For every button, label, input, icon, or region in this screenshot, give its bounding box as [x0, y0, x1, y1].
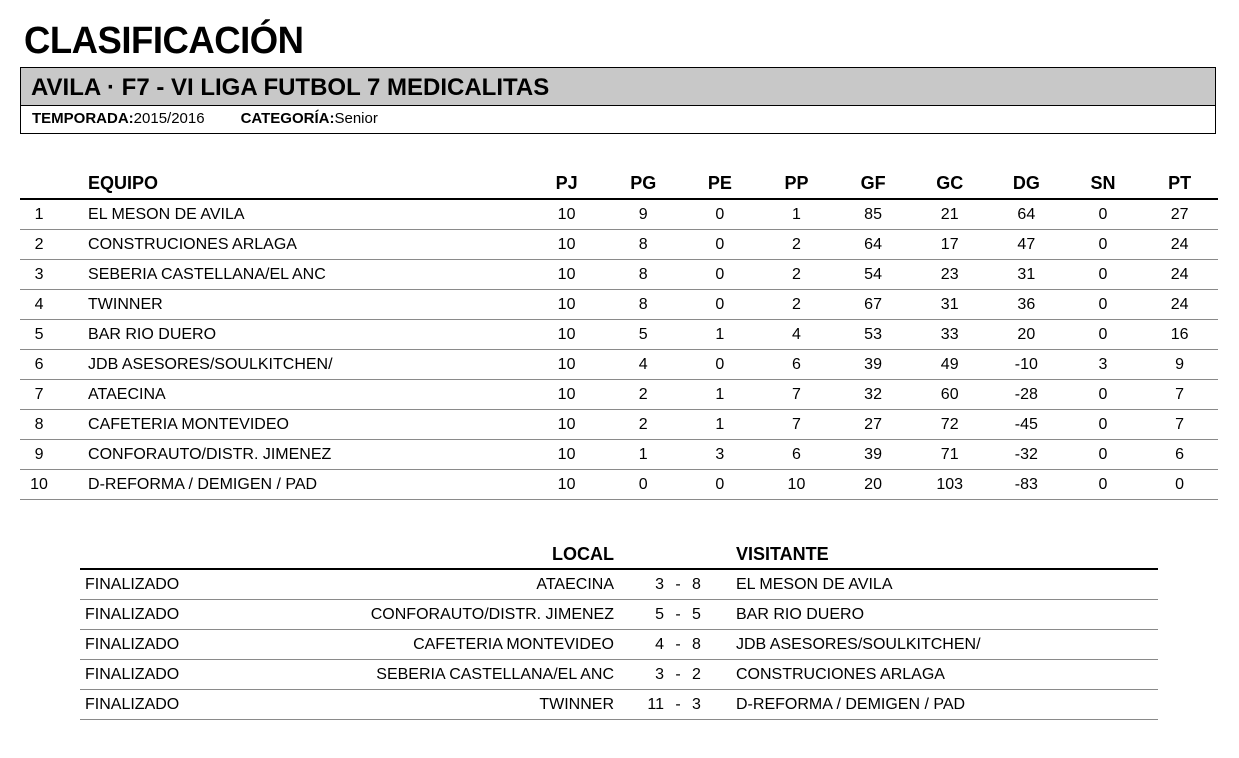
category-value: Senior — [334, 110, 378, 127]
category-label: CATEGORÍA: — [240, 110, 335, 127]
league-name: AVILA · F7 - VI LIGA FUTBOL 7 MEDICALITAS — [21, 68, 1215, 106]
stat-pt: 27 — [1141, 199, 1218, 230]
visitor-team: JDB ASESORES/SOULKITCHEN/ — [722, 630, 1158, 660]
stat-sn: 3 — [1065, 350, 1142, 380]
stat-pt: 0 — [1141, 470, 1218, 500]
stat-pe: 1 — [682, 410, 759, 440]
stat-pp: 2 — [758, 290, 835, 320]
table-row — [20, 410, 1218, 440]
stat-sn: 0 — [1065, 380, 1142, 410]
table-row — [20, 440, 1218, 470]
stat-gc: 21 — [911, 199, 988, 230]
match-row — [80, 630, 1158, 660]
table-row — [20, 350, 1218, 380]
stat-sn: 0 — [1065, 230, 1142, 260]
stat-pt: 9 — [1141, 350, 1218, 380]
header-position — [20, 168, 88, 199]
stat-pg: 2 — [605, 380, 682, 410]
table-row — [20, 230, 1218, 260]
match-row — [80, 569, 1158, 600]
stat-pj: 10 — [528, 230, 605, 260]
score-separator: - — [668, 660, 688, 690]
local-team: ATAECINA — [245, 569, 614, 600]
stat-gf: 39 — [835, 440, 912, 470]
results-body — [80, 569, 1158, 720]
stat-dg: 36 — [988, 290, 1065, 320]
team-position: 4 — [20, 290, 88, 320]
stat-gf: 27 — [835, 410, 912, 440]
score-separator: - — [668, 630, 688, 660]
match-row — [80, 690, 1158, 720]
visitor-team: BAR RIO DUERO — [722, 600, 1158, 630]
stat-gc: 103 — [911, 470, 988, 500]
stat-pj: 10 — [528, 290, 605, 320]
team-name: ATAECINA — [88, 380, 528, 410]
stat-gc: 60 — [911, 380, 988, 410]
stat-pt: 7 — [1141, 380, 1218, 410]
results-header-row — [80, 540, 1158, 569]
stat-gf: 53 — [835, 320, 912, 350]
team-name: CONSTRUCIONES ARLAGA — [88, 230, 528, 260]
stat-pt: 24 — [1141, 260, 1218, 290]
header-pt: PT — [1141, 168, 1218, 199]
league-meta — [21, 106, 1215, 132]
stat-pt: 6 — [1141, 440, 1218, 470]
stat-sn: 0 — [1065, 260, 1142, 290]
visitor-goals: 8 — [688, 630, 722, 660]
stat-sn: 0 — [1065, 199, 1142, 230]
team-position: 10 — [20, 470, 88, 500]
stat-pe: 0 — [682, 470, 759, 500]
stat-dg: -45 — [988, 410, 1065, 440]
team-name: EL MESON DE AVILA — [88, 199, 528, 230]
stat-gf: 20 — [835, 470, 912, 500]
stat-pg: 5 — [605, 320, 682, 350]
table-row — [20, 199, 1218, 230]
stat-gc: 49 — [911, 350, 988, 380]
visitor-team: CONSTRUCIONES ARLAGA — [722, 660, 1158, 690]
season-label: TEMPORADA: — [32, 110, 134, 127]
stat-pj: 10 — [528, 470, 605, 500]
stat-pp: 7 — [758, 410, 835, 440]
stat-pt: 16 — [1141, 320, 1218, 350]
stat-gf: 32 — [835, 380, 912, 410]
header-team: EQUIPO — [88, 168, 528, 199]
stat-gc: 17 — [911, 230, 988, 260]
visitor-goals: 5 — [688, 600, 722, 630]
header-visitor: VISITANTE — [722, 540, 1158, 569]
stat-gc: 31 — [911, 290, 988, 320]
stat-sn: 0 — [1065, 410, 1142, 440]
local-team: CAFETERIA MONTEVIDEO — [245, 630, 614, 660]
table-row — [20, 470, 1218, 500]
stat-pp: 1 — [758, 199, 835, 230]
team-name: CAFETERIA MONTEVIDEO — [88, 410, 528, 440]
stat-pj: 10 — [528, 350, 605, 380]
stat-pe: 0 — [682, 199, 759, 230]
score-separator: - — [668, 690, 688, 720]
match-status: FINALIZADO — [80, 600, 245, 630]
stat-gc: 23 — [911, 260, 988, 290]
match-row — [80, 600, 1158, 630]
table-row — [20, 260, 1218, 290]
stat-pt: 7 — [1141, 410, 1218, 440]
header-dg: DG — [988, 168, 1065, 199]
team-name: JDB ASESORES/SOULKITCHEN/ — [88, 350, 528, 380]
local-team: CONFORAUTO/DISTR. JIMENEZ — [245, 600, 614, 630]
table-row — [20, 320, 1218, 350]
score-separator: - — [668, 600, 688, 630]
team-position: 5 — [20, 320, 88, 350]
stat-pt: 24 — [1141, 230, 1218, 260]
match-status: FINALIZADO — [80, 630, 245, 660]
header-gc: GC — [911, 168, 988, 199]
season-value: 2015/2016 — [133, 110, 205, 127]
stat-dg: -28 — [988, 380, 1065, 410]
stat-gf: 85 — [835, 199, 912, 230]
local-goals: 3 — [614, 660, 668, 690]
stat-sn: 0 — [1065, 470, 1142, 500]
header-pg: PG — [605, 168, 682, 199]
local-goals: 4 — [614, 630, 668, 660]
stat-pe: 3 — [682, 440, 759, 470]
stat-pg: 8 — [605, 260, 682, 290]
standings-body — [20, 199, 1218, 500]
team-name: SEBERIA CASTELLANA/EL ANC — [88, 260, 528, 290]
stat-pg: 4 — [605, 350, 682, 380]
stat-pj: 10 — [528, 380, 605, 410]
stat-pp: 4 — [758, 320, 835, 350]
page-title: CLASIFICACIÓN — [24, 20, 304, 62]
stat-pp: 2 — [758, 230, 835, 260]
visitor-goals: 2 — [688, 660, 722, 690]
team-name: CONFORAUTO/DISTR. JIMENEZ — [88, 440, 528, 470]
header-visitor-goals — [688, 540, 722, 569]
visitor-team: D-REFORMA / DEMIGEN / PAD — [722, 690, 1158, 720]
team-position: 2 — [20, 230, 88, 260]
stat-pp: 6 — [758, 440, 835, 470]
stat-gf: 54 — [835, 260, 912, 290]
stat-gf: 64 — [835, 230, 912, 260]
table-row — [20, 380, 1218, 410]
stat-gf: 67 — [835, 290, 912, 320]
standings-header-row — [20, 168, 1218, 199]
team-position: 6 — [20, 350, 88, 380]
team-position: 1 — [20, 199, 88, 230]
local-team: TWINNER — [245, 690, 614, 720]
visitor-team: EL MESON DE AVILA — [722, 569, 1158, 600]
stat-pe: 0 — [682, 230, 759, 260]
stat-gf: 39 — [835, 350, 912, 380]
stat-pj: 10 — [528, 260, 605, 290]
stat-pg: 8 — [605, 230, 682, 260]
stat-dg: -83 — [988, 470, 1065, 500]
stat-dg: -32 — [988, 440, 1065, 470]
local-team: SEBERIA CASTELLANA/EL ANC — [245, 660, 614, 690]
header-gf: GF — [835, 168, 912, 199]
team-name: D-REFORMA / DEMIGEN / PAD — [88, 470, 528, 500]
stat-pg: 1 — [605, 440, 682, 470]
results-table — [80, 540, 1158, 720]
stat-pp: 10 — [758, 470, 835, 500]
stat-pp: 7 — [758, 380, 835, 410]
header-status — [80, 540, 245, 569]
local-goals: 11 — [614, 690, 668, 720]
team-name: TWINNER — [88, 290, 528, 320]
stat-pp: 6 — [758, 350, 835, 380]
stat-pj: 10 — [528, 320, 605, 350]
stat-dg: 64 — [988, 199, 1065, 230]
stat-pp: 2 — [758, 260, 835, 290]
stat-pe: 0 — [682, 260, 759, 290]
header-separator — [668, 540, 688, 569]
stat-pj: 10 — [528, 440, 605, 470]
stat-gc: 71 — [911, 440, 988, 470]
header-pe: PE — [682, 168, 759, 199]
team-position: 3 — [20, 260, 88, 290]
score-separator: - — [668, 569, 688, 600]
stat-pe: 0 — [682, 350, 759, 380]
local-goals: 3 — [614, 569, 668, 600]
stat-dg: 31 — [988, 260, 1065, 290]
team-position: 7 — [20, 380, 88, 410]
stat-sn: 0 — [1065, 290, 1142, 320]
match-status: FINALIZADO — [80, 690, 245, 720]
team-name: BAR RIO DUERO — [88, 320, 528, 350]
header-local-goals — [614, 540, 668, 569]
stat-sn: 0 — [1065, 440, 1142, 470]
stat-gc: 72 — [911, 410, 988, 440]
team-position: 8 — [20, 410, 88, 440]
stat-dg: 47 — [988, 230, 1065, 260]
stat-gc: 33 — [911, 320, 988, 350]
league-info-box — [20, 67, 1216, 134]
stat-pj: 10 — [528, 410, 605, 440]
stat-pe: 0 — [682, 290, 759, 320]
stat-dg: 20 — [988, 320, 1065, 350]
stat-pj: 10 — [528, 199, 605, 230]
header-pj: PJ — [528, 168, 605, 199]
match-status: FINALIZADO — [80, 660, 245, 690]
stat-pe: 1 — [682, 380, 759, 410]
team-position: 9 — [20, 440, 88, 470]
local-goals: 5 — [614, 600, 668, 630]
stat-pe: 1 — [682, 320, 759, 350]
stat-pg: 2 — [605, 410, 682, 440]
visitor-goals: 3 — [688, 690, 722, 720]
table-row — [20, 290, 1218, 320]
standings-table — [20, 168, 1218, 500]
stat-pg: 9 — [605, 199, 682, 230]
stat-pt: 24 — [1141, 290, 1218, 320]
stat-pg: 0 — [605, 470, 682, 500]
header-local: LOCAL — [245, 540, 614, 569]
stat-dg: -10 — [988, 350, 1065, 380]
header-sn: SN — [1065, 168, 1142, 199]
stat-sn: 0 — [1065, 320, 1142, 350]
match-row — [80, 660, 1158, 690]
visitor-goals: 8 — [688, 569, 722, 600]
header-pp: PP — [758, 168, 835, 199]
match-status: FINALIZADO — [80, 569, 245, 600]
stat-pg: 8 — [605, 290, 682, 320]
